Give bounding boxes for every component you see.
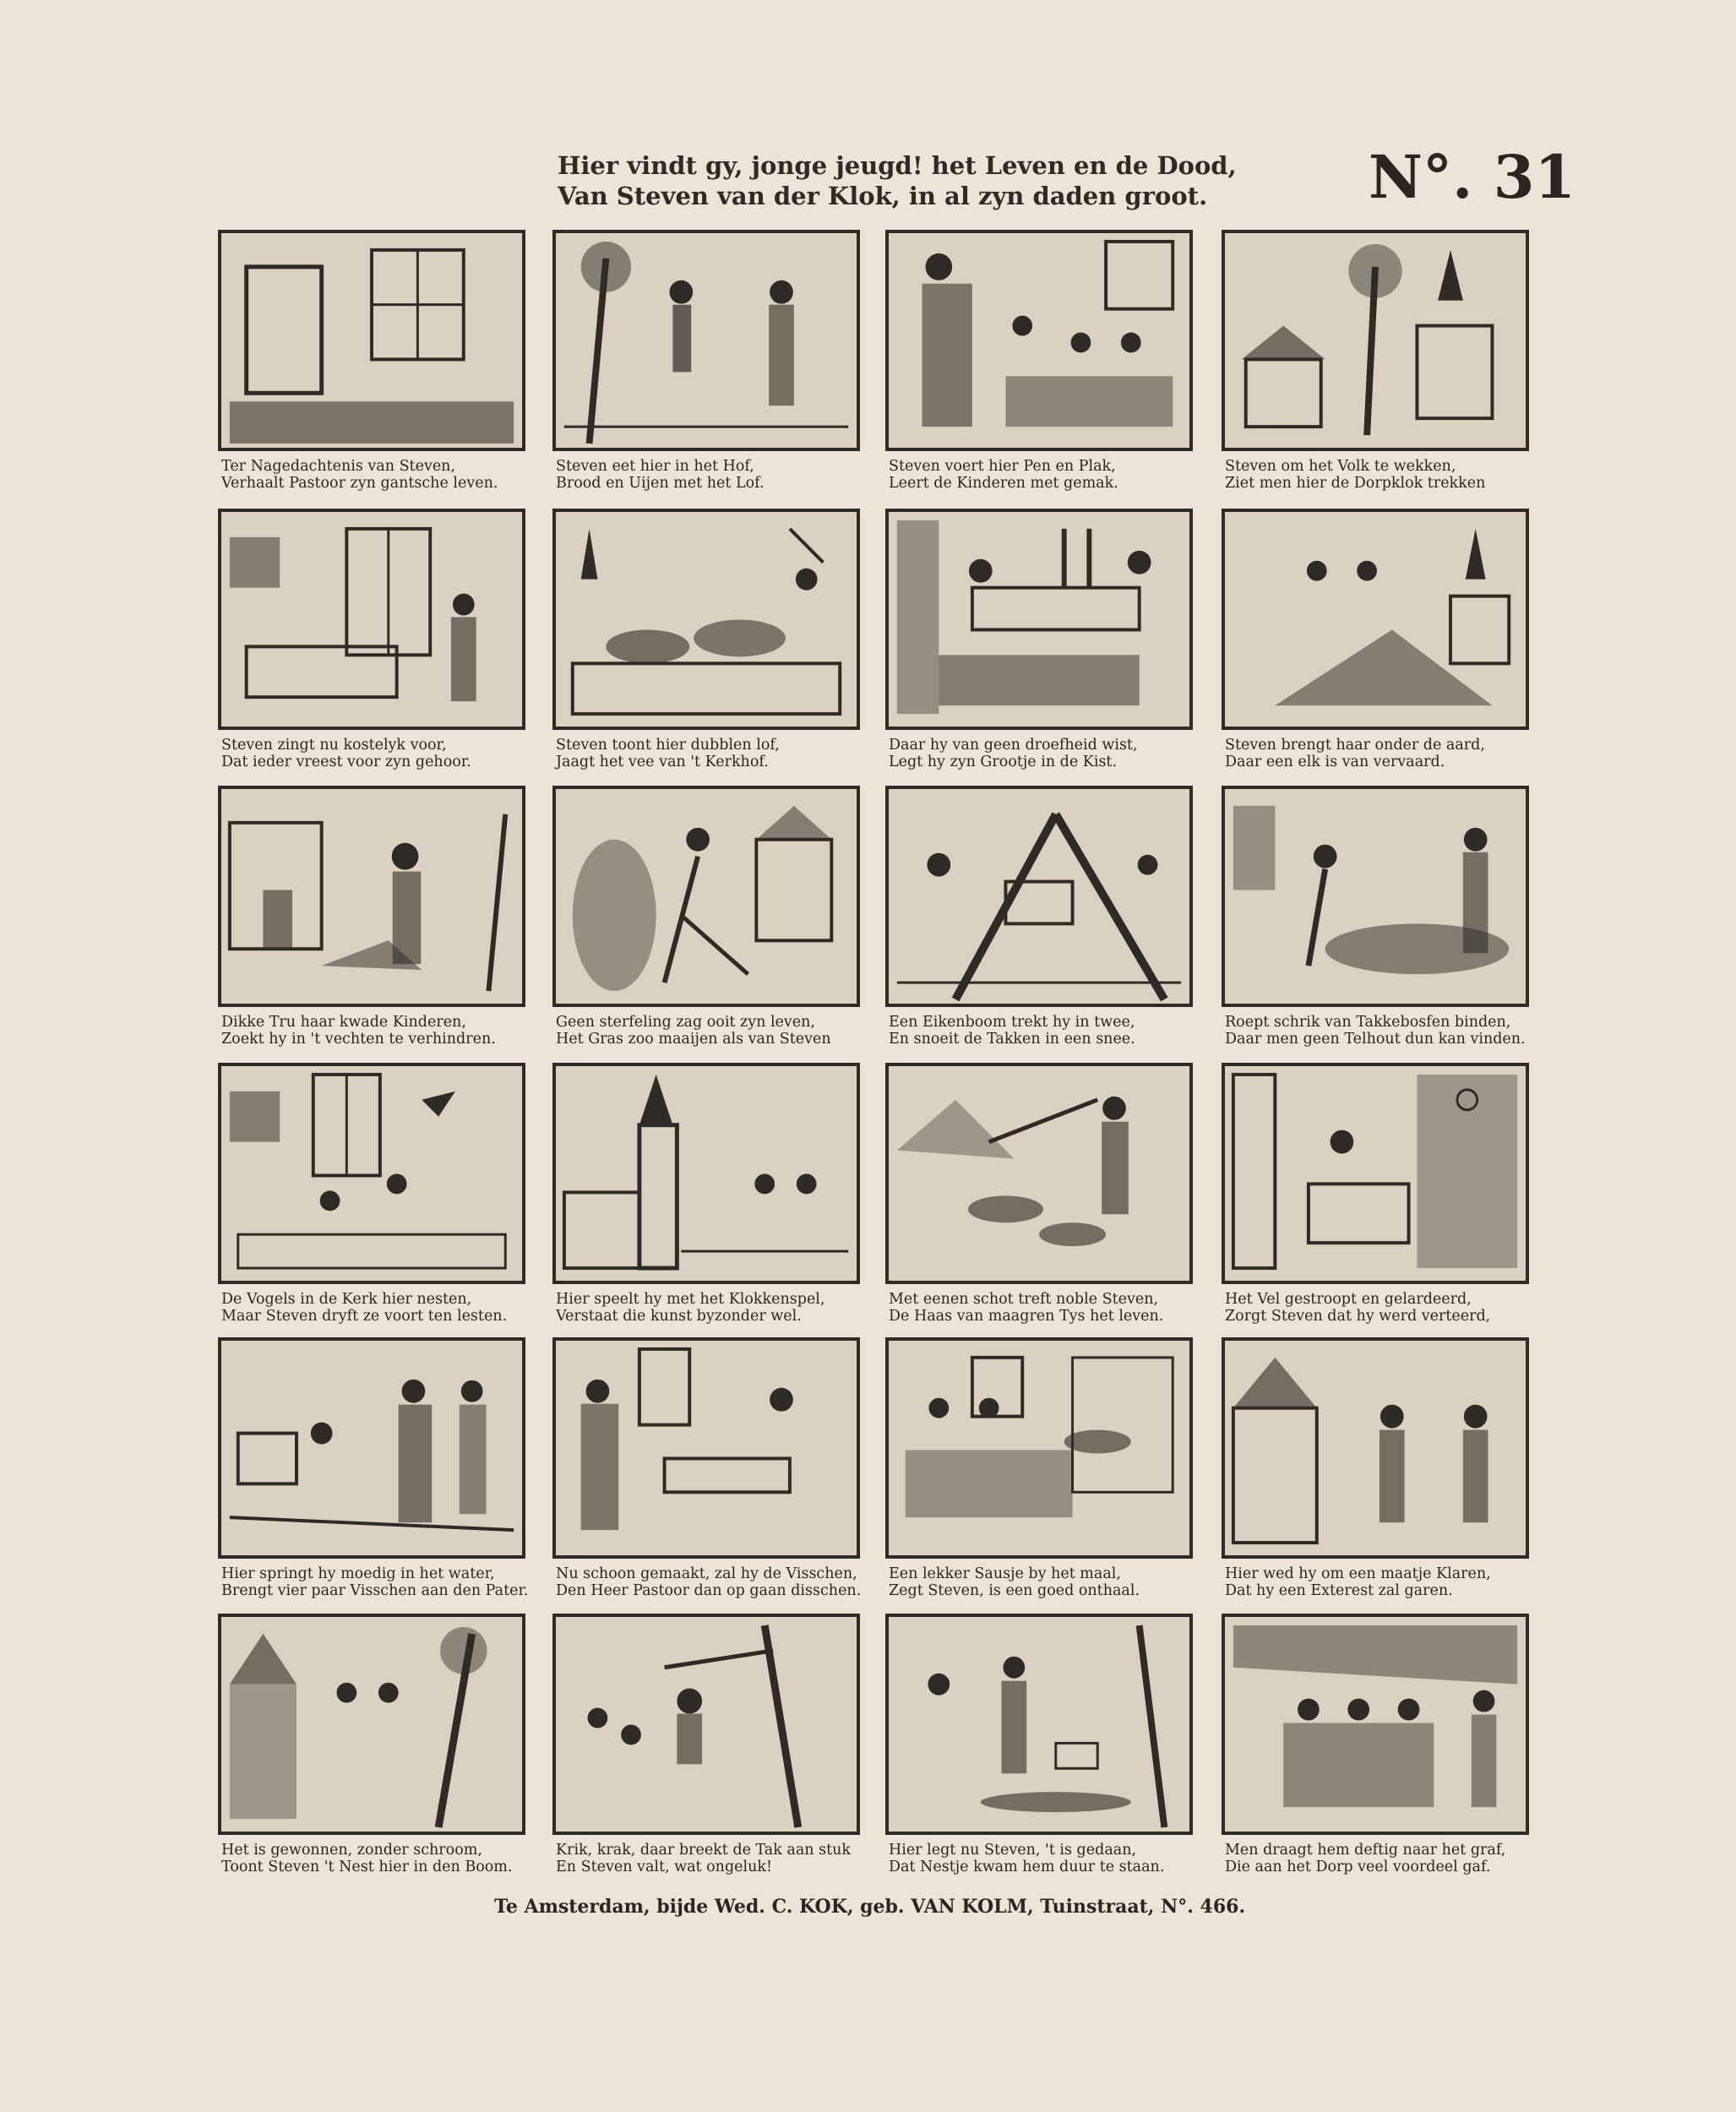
caption-line-2: Daar men geen Telhout dun kan vinden.	[1225, 1031, 1526, 1048]
woodcut-panel	[885, 230, 1198, 502]
panel-caption	[1225, 737, 1539, 770]
panel-caption	[556, 458, 870, 492]
caption-line-2: Dat Nestje kwam hem duur te staan.	[889, 1859, 1165, 1875]
caption-line-1: Men draagt hem deftig naar het graf,	[1225, 1842, 1506, 1859]
caption-line-2: Daar een elk is van vervaard.	[1225, 754, 1445, 770]
caption-line-1: Steven voert hier Pen en Plak,	[889, 458, 1116, 475]
woodcut-panel	[218, 1337, 531, 1609]
caption-line-2: Brengt vier paar Visschen aan den Pater.	[221, 1582, 529, 1599]
woodcut-panel	[552, 1337, 865, 1609]
woodcut-illustration	[885, 509, 1193, 730]
woodcut-illustration	[1222, 1337, 1529, 1559]
caption-line-2: Brood en Uijen met het Lof.	[556, 475, 765, 492]
woodcut-panel	[1222, 1063, 1534, 1335]
woodcut-panel	[218, 1063, 531, 1335]
woodcut-panel	[1222, 1614, 1534, 1886]
caption-line-2: Den Heer Pastoor dan op gaan disschen.	[556, 1582, 862, 1599]
panel-caption	[1225, 1291, 1539, 1325]
woodcut-panel	[885, 1063, 1198, 1335]
caption-line-1: Steven zingt nu kostelyk voor,	[221, 737, 447, 754]
woodcut-illustration	[218, 1337, 525, 1559]
panel-caption	[1225, 458, 1539, 492]
woodcut-panel	[1222, 509, 1534, 781]
caption-line-2: Die aan het Dorp veel voordeel gaf.	[1225, 1859, 1491, 1875]
caption-line-1: Hier speelt hy met het Klokkenspel,	[556, 1291, 825, 1308]
panel-caption	[221, 737, 536, 770]
woodcut-illustration	[885, 786, 1193, 1007]
caption-line-2: Toont Steven 't Nest hier in den Boom.	[221, 1859, 513, 1875]
caption-line-1: Hier wed hy om een maatje Klaren,	[1225, 1565, 1491, 1582]
panel-caption	[556, 1014, 870, 1048]
woodcut-illustration	[218, 1614, 525, 1835]
woodcut-illustration	[552, 786, 860, 1007]
woodcut-panel	[885, 1614, 1198, 1886]
caption-line-1: Steven brengt haar onder de aard,	[1225, 737, 1485, 754]
woodcut-panel	[1222, 786, 1534, 1058]
title-line-1: Hier vindt gy, jonge jeugd! het Leven en de Dood,	[558, 151, 1237, 180]
woodcut-illustration	[552, 509, 860, 730]
woodcut-panel	[218, 230, 531, 502]
caption-line-1: Met eenen schot treft noble Steven,	[889, 1291, 1159, 1308]
panel-caption	[556, 1842, 870, 1875]
panel-caption	[889, 458, 1203, 492]
panel-caption	[1225, 1014, 1539, 1048]
woodcut-panel	[552, 786, 865, 1058]
woodcut-panel	[1222, 230, 1534, 502]
panel-caption	[221, 1842, 536, 1875]
caption-line-2: Verhaalt Pastoor zyn gantsche leven.	[221, 475, 498, 492]
woodcut-illustration	[1222, 509, 1529, 730]
caption-line-2: Maar Steven dryft ze voort ten lesten.	[221, 1308, 508, 1325]
woodcut-illustration	[885, 1063, 1193, 1284]
caption-line-1: Nu schoon gemaakt, zal hy de Visschen,	[556, 1565, 857, 1582]
panel-caption	[889, 1014, 1203, 1048]
woodcut-illustration	[885, 230, 1193, 451]
woodcut-illustration	[552, 230, 860, 451]
panel-caption	[1225, 1842, 1539, 1875]
caption-line-2: En Steven valt, wat ongeluk!	[556, 1859, 773, 1875]
caption-line-2: Dat hy een Exterest zal garen.	[1225, 1582, 1453, 1599]
caption-line-2: Legt hy zyn Grootje in de Kist.	[889, 754, 1118, 770]
caption-line-1: Roept schrik van Takkebosfen binden,	[1225, 1014, 1511, 1031]
caption-line-1: Geen sterfeling zag ooit zyn leven,	[556, 1014, 815, 1031]
woodcut-illustration	[885, 1337, 1193, 1559]
panel-caption	[221, 1014, 536, 1048]
woodcut-illustration	[218, 786, 525, 1007]
caption-line-1: De Vogels in de Kerk hier nesten,	[221, 1291, 472, 1308]
panel-caption	[889, 1291, 1203, 1325]
panel-caption	[889, 737, 1203, 770]
caption-line-1: Een Eikenboom trekt hy in twee,	[889, 1014, 1135, 1031]
caption-line-1: Hier springt hy moedig in het water,	[221, 1565, 495, 1582]
caption-line-1: Een lekker Sausje by het maal,	[889, 1565, 1121, 1582]
woodcut-illustration	[1222, 1614, 1529, 1835]
woodcut-illustration	[218, 230, 525, 451]
woodcut-panel	[885, 509, 1198, 781]
printer-imprint: Te Amsterdam, bijde Wed. C. KOK, geb. VAN KOLM, Tuinstraat, N°. 466.	[494, 1896, 1246, 1918]
caption-line-2: Ziet men hier de Dorpklok trekken	[1225, 475, 1486, 492]
caption-line-2: Zorgt Steven dat hy werd verteerd,	[1225, 1308, 1491, 1325]
woodcut-panel	[552, 1063, 865, 1335]
caption-line-2: Verstaat die kunst byzonder wel.	[556, 1308, 802, 1325]
woodcut-panel	[885, 786, 1198, 1058]
woodcut-panel	[218, 1614, 531, 1886]
panel-caption	[556, 1565, 870, 1599]
panel-caption	[221, 1565, 536, 1599]
caption-line-1: Steven eet hier in het Hof,	[556, 458, 754, 475]
caption-line-2: Zoekt hy in 't vechten te verhindren.	[221, 1031, 496, 1048]
title-line-2: Van Steven van der Klok, in al zyn daden groot.	[558, 182, 1208, 210]
caption-line-1: Krik, krak, daar breekt de Tak aan stuk	[556, 1842, 852, 1859]
caption-line-1: Steven toont hier dubblen lof,	[556, 737, 780, 754]
caption-line-2: De Haas van maagren Tys het leven.	[889, 1308, 1164, 1325]
woodcut-panel	[552, 509, 865, 781]
panel-caption	[221, 458, 536, 492]
caption-line-2: Het Gras zoo maaijen als van Steven	[556, 1031, 831, 1048]
woodcut-panel	[552, 1614, 865, 1886]
woodcut-panel	[218, 786, 531, 1058]
caption-line-1: Steven om het Volk te wekken,	[1225, 458, 1456, 475]
woodcut-illustration	[1222, 1063, 1529, 1284]
woodcut-illustration	[552, 1337, 860, 1559]
panel-caption	[556, 737, 870, 770]
caption-line-2: Jaagt het vee van 't Kerkhof.	[556, 754, 769, 770]
sheet-number: N°. 31	[1369, 142, 1576, 212]
caption-line-1: Daar hy van geen droefheid wist,	[889, 737, 1138, 754]
caption-line-2: En snoeit de Takken in een snee.	[889, 1031, 1135, 1048]
caption-line-1: Hier legt nu Steven, 't is gedaan,	[889, 1842, 1137, 1859]
woodcut-illustration	[552, 1614, 860, 1835]
woodcut-panel	[552, 230, 865, 502]
panel-caption	[889, 1565, 1203, 1599]
caption-line-2: Dat ieder vreest voor zyn gehoor.	[221, 754, 471, 770]
caption-line-1: Ter Nagedachtenis van Steven,	[221, 458, 456, 475]
woodcut-illustration	[1222, 786, 1529, 1007]
caption-line-2: Leert de Kinderen met gemak.	[889, 475, 1118, 492]
woodcut-panel	[885, 1337, 1198, 1609]
woodcut-illustration	[552, 1063, 860, 1284]
caption-line-1: Dikke Tru haar kwade Kinderen,	[221, 1014, 466, 1031]
woodcut-panel	[1222, 1337, 1534, 1609]
panel-caption	[1225, 1565, 1539, 1599]
woodcut-panel	[218, 509, 531, 781]
woodcut-illustration	[218, 509, 525, 730]
caption-line-2: Zegt Steven, is een goed onthaal.	[889, 1582, 1140, 1599]
panel-caption	[889, 1842, 1203, 1875]
panel-caption	[556, 1291, 870, 1325]
caption-line-1: Het Vel gestroopt en gelardeerd,	[1225, 1291, 1472, 1308]
woodcut-illustration	[218, 1063, 525, 1284]
woodcut-illustration	[885, 1614, 1193, 1835]
panel-caption	[221, 1291, 536, 1325]
caption-line-1: Het is gewonnen, zonder schroom,	[221, 1842, 482, 1859]
woodcut-illustration	[1222, 230, 1529, 451]
